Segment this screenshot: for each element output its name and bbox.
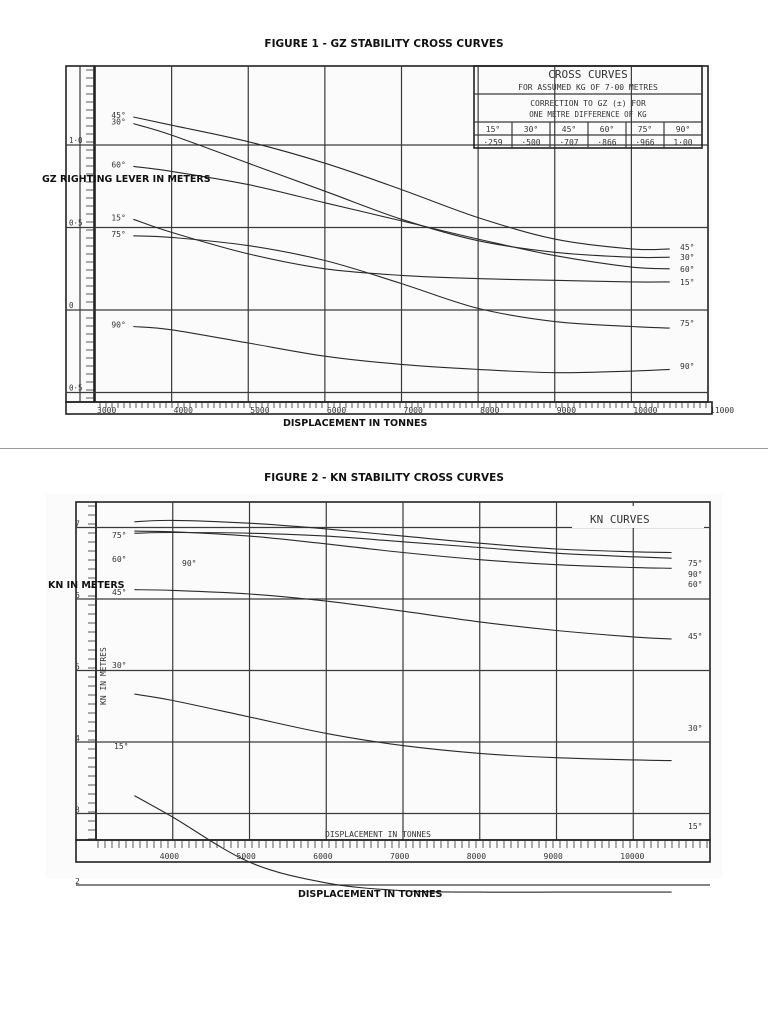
figure2-title: FIGURE 2 - KN STABILITY CROSS CURVES [264, 472, 504, 484]
figure2-x-tick-label: 9000 [543, 852, 563, 861]
figure2-y-label: KN IN METERS [48, 580, 125, 591]
figure1-x-tick-label: 10000 [633, 406, 658, 415]
figure2-y-tick-label: 3 [75, 805, 80, 815]
figure1-x-tick-label: 11000 [710, 406, 735, 415]
figure2-y-tick-label: 2 [75, 877, 80, 886]
figure1-y-label: GZ RIGHTING LEVER IN METERS [42, 174, 211, 185]
figure2-curve-label-end: 15° [688, 822, 703, 831]
figure1-y-tick-label: 1·0 [69, 136, 83, 145]
figure2-curve-label-start: 60° [112, 555, 127, 564]
figure1-table-angle: 90° [675, 125, 691, 134]
figure2-curve-label-start: 90° [182, 559, 197, 568]
figure2-curve-label-start: 30° [112, 661, 127, 670]
figure1-table-angle: 30° [523, 125, 539, 134]
figure1-table-angle: 60° [599, 125, 615, 134]
figure2-y-tick-label: 5 [75, 662, 80, 672]
figure1-curve-label-start: 60° [111, 160, 126, 170]
figure1-x-tick-label: 4000 [173, 406, 193, 415]
figure1-curve-label-start: 30° [111, 117, 126, 127]
figure1-table-value: ·500 [521, 138, 541, 147]
figure1-table-value: ·966 [635, 138, 655, 147]
figure1-y-tick-label: 0·5 [69, 218, 83, 228]
figure1-table-title: CROSS CURVES [548, 68, 628, 81]
figure2-x-caption: DISPLACEMENT IN TONNES [298, 889, 443, 900]
figure2-curve-label-end: 60° [688, 580, 703, 589]
figure1-curve-label-start: 15° [111, 213, 126, 223]
figure2-y-tick-label: 4 [75, 734, 80, 743]
figure1-x-tick-label: 7000 [403, 406, 423, 415]
figure1-table-angle: 15° [485, 125, 501, 134]
figure1-y-tick-label: 0·5 [69, 383, 83, 393]
figure1-table-value: ·259 [483, 138, 503, 147]
figure1-table-value: ·707 [559, 138, 579, 147]
figure2-x-tick-label: 8000 [466, 852, 487, 861]
figure1-table-angle: 45° [561, 125, 577, 134]
figure2-x-tick-label: 5000 [236, 852, 256, 861]
figure1-x-caption: DISPLACEMENT IN TONNES [283, 418, 428, 429]
figure1-x-tick-label: 9000 [556, 406, 577, 415]
figure2-curve-label-start: 45° [112, 588, 127, 597]
figure2-x-tick-label: 4000 [159, 852, 180, 861]
figure1-curve-label-start: 90° [111, 320, 126, 330]
figure1-title: FIGURE 1 - GZ STABILITY CROSS CURVES [264, 38, 504, 50]
figure1-curve-label-end: 90° [680, 362, 695, 371]
figure2-inner-y-label: KN IN METRES [99, 647, 108, 705]
figure2-box-title: KN CURVES [590, 513, 650, 526]
figure2-curve-label-start: 15° [114, 742, 129, 751]
figure1-x-tick-label: 6000 [326, 406, 347, 415]
figure1-table-value: 1·00 [673, 138, 693, 147]
figure1-curve-label-end: 30° [680, 253, 695, 262]
figure1-table-value: ·866 [597, 138, 617, 147]
figure1-curve-label-start: 75° [111, 229, 126, 239]
figure1-y-tick-label: 0 [69, 301, 74, 310]
figure1-curve-label-end: 15° [680, 278, 695, 287]
figure2-curve-label-end: 30° [688, 724, 703, 733]
figure1-x-tick-label: 5000 [250, 406, 270, 415]
figure1-x-tick-label: 3000 [97, 406, 117, 415]
figure2-x-tick-label: 7000 [390, 852, 410, 861]
figure1-table-subtitle: FOR ASSUMED KG OF 7·00 METRES [518, 83, 658, 92]
figure2-curve-label-end: 90° [688, 570, 703, 579]
figure1-table-correction-line2: ONE METRE DIFFERENCE OF KG [529, 110, 647, 119]
figure2-curve-label-end: 75° [688, 559, 703, 568]
figure2-x-tick-label: 10000 [620, 852, 645, 861]
figure2-y-tick-label: 6 [75, 591, 80, 600]
figure2-inner-x-label: DISPLACEMENT IN TONNES [325, 830, 431, 839]
figure1-curve-label-end: 60° [680, 265, 695, 274]
figure1-table-angle: 75° [637, 125, 653, 134]
figure1-curve-label-end: 45° [680, 243, 695, 252]
figure2-x-tick-label: 6000 [313, 852, 333, 861]
figure1-table-correction-line1: CORRECTION TO GZ (±) FOR [530, 99, 646, 108]
figure2-y-tick-label: 7 [75, 519, 80, 529]
figure1-curve-label-end: 75° [680, 319, 695, 328]
figure2-curve-label-end: 45° [688, 632, 703, 641]
figure1-curve-label-start: 45° [111, 110, 126, 120]
figure1-x-tick-label: 8000 [480, 406, 500, 415]
figure2-curve-label-start: 75° [112, 531, 127, 540]
